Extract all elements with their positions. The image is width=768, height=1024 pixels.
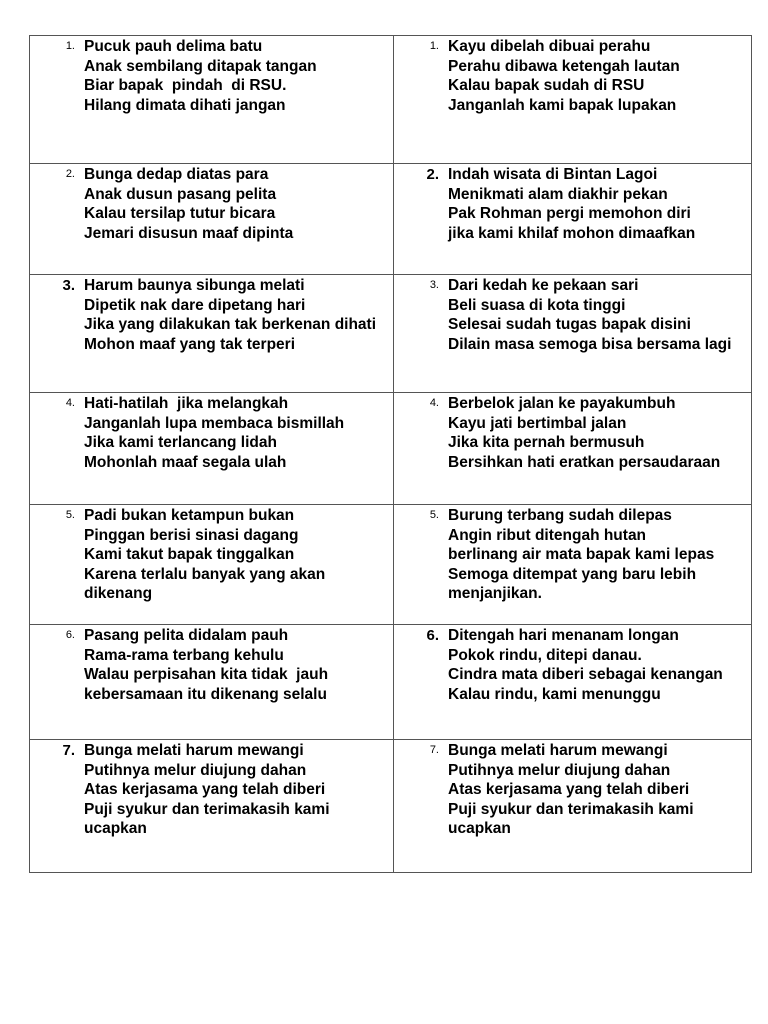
verse-number: 3. [62,277,75,294]
verse-line: Ditengah hari menanam longan [448,627,679,644]
pantun-cell-left [30,36,394,164]
verse-line: jika kami khilaf mohon dimaafkan [448,224,696,242]
verse-line: Atas kerjasama yang telah diberi [448,781,690,798]
pantun-row [30,625,752,740]
verse-line: Hati-hatilah jika melangkah [84,395,289,412]
verse-line: Atas kerjasama yang telah diberi [84,781,326,798]
pantun-cell-right [394,740,752,873]
verse-lines [84,394,393,472]
verse-line: berlinang air mata bapak kami lepas [448,546,715,563]
verse-line: Dipetik nak dare dipetang hari [84,296,306,314]
pantun-row [30,275,752,393]
verse-line: Cindra mata diberi sebagai kenangan [448,666,723,683]
pantun-cell-left [30,275,394,393]
verse-line: Semoga ditempat yang baru lebih menjanjikan. [448,565,701,602]
pantun-table-body [30,36,752,873]
pantun-verse [394,393,751,472]
pantun-verse [394,740,751,839]
verse-line: Anak sembilang ditapak tangan [84,57,317,75]
verse-line: Menikmati alam diakhir pekan [448,185,668,203]
pantun-row [30,36,752,164]
pantun-cell-right [394,275,752,393]
pantun-cell-right [394,164,752,275]
pantun-verse [394,505,751,604]
verse-line: Kami takut bapak tinggalkan [84,546,295,563]
verse-lines [84,165,393,243]
pantun-verse [30,625,393,704]
verse-line: Hilang dimata dihati jangan [84,96,286,114]
pantun-row [30,505,752,625]
verse-line: Janganlah lupa membaca bismillah [84,414,345,432]
pantun-row [30,164,752,275]
verse-line: Mohonlah maaf segala ulah [84,453,287,471]
verse-number: 1. [65,40,75,52]
pantun-table [29,35,752,873]
verse-line: Kalau rindu, kami menunggu [448,685,661,703]
pantun-verse [394,164,751,243]
verse-lines [448,506,751,604]
verse-line: Anak dusun pasang pelita [84,185,277,203]
verse-line: Pinggan berisi sinasi dagang [84,526,299,544]
verse-line: kebersamaan itu dikenang selalu [84,685,327,703]
verse-number: 5. [429,509,439,521]
verse-number: 2. [65,168,75,180]
verse-line: Putihnya melur diujung dahan [84,761,307,779]
verse-line: Pak Rohman pergi memohon diri [448,205,691,222]
verse-line: Pasang pelita didalam pauh [84,627,289,644]
verse-line: Berbelok jalan ke payakumbuh [448,395,676,412]
verse-line: Jika yang dilakukan tak berkenan dihati [84,316,377,333]
verse-line: Kayu dibelah dibuai perahu [448,38,651,55]
pantun-verse [30,505,393,604]
verse-line: Bersihkan hati eratkan persaudaraan [448,453,721,471]
pantun-cell-left [30,164,394,275]
pantun-cell-left [30,393,394,505]
verse-lines [448,741,751,839]
verse-line: Bunga dedap diatas para [84,166,269,183]
pantun-verse [30,393,393,472]
verse-lines [448,165,751,243]
verse-number: 4. [65,397,75,409]
verse-line: Jika kami terlancang lidah [84,434,277,451]
verse-lines [84,741,393,839]
verse-line: Janganlah kami bapak lupakan [448,96,677,114]
verse-line: Jika kita pernah bermusuh [448,434,645,451]
verse-line: Dari kedah ke pekaan sari [448,277,639,294]
pantun-verse [30,164,393,243]
verse-lines [84,626,393,704]
verse-line: Kalau tersilap tutur bicara [84,205,276,222]
pantun-cell-right [394,36,752,164]
verse-line: Perahu dibawa ketengah lautan [448,57,680,75]
pantun-cell-left [30,740,394,873]
verse-number: 6. [426,627,439,644]
verse-line: Karena terlalu banyak yang akan dikenang [84,565,330,602]
verse-lines [448,276,751,354]
verse-line: Dilain masa semoga bisa bersama lagi [448,335,732,353]
verse-line: Puji syukur dan terimakasih kami ucapkan [448,800,698,837]
pantun-verse [394,625,751,704]
verse-line: Pokok rindu, ditepi danau. [448,646,642,664]
pantun-verse [30,740,393,839]
verse-number: 1. [429,40,439,52]
verse-line: Biar bapak pindah di RSU. [84,77,287,94]
pantun-cell-right [394,625,752,740]
verse-line: Padi bukan ketampun bukan [84,507,295,524]
verse-number: 4. [429,397,439,409]
verse-line: Puji syukur dan terimakasih kami ucapkan [84,800,334,837]
pantun-row [30,740,752,873]
verse-line: Kayu jati bertimbal jalan [448,414,627,432]
pantun-cell-right [394,393,752,505]
pantun-verse [30,275,393,354]
verse-line: Bunga melati harum mewangi [84,742,304,759]
verse-number: 6. [65,629,75,641]
verse-number: 3. [429,279,439,291]
pantun-cell-left [30,505,394,625]
verse-number: 7. [62,742,75,759]
verse-line: Walau perpisahan kita tidak jauh [84,666,329,683]
verse-line: Rama-rama terbang kehulu [84,646,284,664]
verse-number: 2. [426,166,439,183]
verse-lines [84,506,393,604]
verse-line: Burung terbang sudah dilepas [448,507,672,524]
pantun-verse [394,36,751,115]
verse-number: 7. [429,744,439,756]
verse-line: Mohon maaf yang tak terperi [84,335,296,353]
verse-lines [84,37,393,115]
verse-line: Beli suasa di kota tinggi [448,296,626,314]
verse-line: Bunga melati harum mewangi [448,742,668,759]
verse-lines [448,626,751,704]
verse-line: Indah wisata di Bintan Lagoi [448,166,658,183]
pantun-verse [394,275,751,354]
verse-lines [448,394,751,472]
verse-lines [84,276,393,354]
verse-line: Harum baunya sibunga melati [84,277,305,294]
verse-line: Pucuk pauh delima batu [84,38,263,55]
verse-lines [448,37,751,115]
verse-number: 5. [65,509,75,521]
pantun-verse [30,36,393,115]
verse-line: Kalau bapak sudah di RSU [448,77,645,94]
verse-line: Putihnya melur diujung dahan [448,761,671,779]
verse-line: Jemari disusun maaf dipinta [84,224,294,242]
pantun-cell-left [30,625,394,740]
pantun-cell-right [394,505,752,625]
verse-line: Selesai sudah tugas bapak disini [448,316,691,333]
verse-line: Angin ribut ditengah hutan [448,526,647,544]
pantun-row [30,393,752,505]
